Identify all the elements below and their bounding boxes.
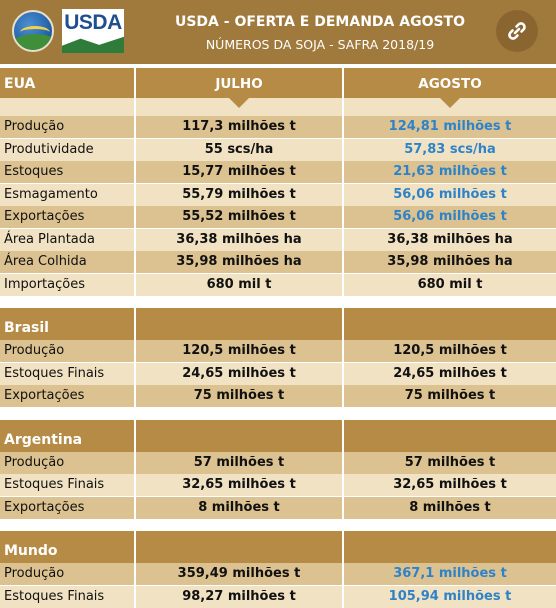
- row-label: Importações: [0, 274, 134, 296]
- value-julho: 120,5 milhões t: [136, 340, 342, 362]
- row-label: Estoques Finais: [0, 363, 134, 385]
- section-title: EUA: [0, 68, 134, 98]
- value-julho: 36,38 milhões ha: [136, 229, 342, 251]
- table-row: [0, 251, 556, 273]
- value-julho: 55,52 milhões t: [136, 206, 342, 228]
- row-label: Produção: [0, 452, 134, 474]
- column-arrow-agosto: [440, 98, 460, 108]
- value-julho: 75 milhões t: [136, 385, 342, 407]
- section-cell: [136, 308, 342, 340]
- value-agosto: 105,94 milhões t: [344, 586, 556, 608]
- value-agosto: 24,65 milhões t: [344, 363, 556, 385]
- row-label: Esmagamento: [0, 184, 134, 206]
- value-agosto: 57,83 scs/ha: [344, 139, 556, 161]
- row-label: Área Plantada: [0, 229, 134, 251]
- table-row: [0, 452, 556, 474]
- section-cell: [136, 531, 342, 563]
- value-julho: 32,65 milhões t: [136, 474, 342, 496]
- table-row: [0, 274, 556, 296]
- column-arrow-julho: [229, 98, 249, 108]
- value-julho: 359,49 milhões t: [136, 563, 342, 585]
- table-row: [0, 340, 556, 362]
- value-julho: 680 mil t: [136, 274, 342, 296]
- row-label: Estoques: [0, 161, 134, 183]
- table-row: [0, 497, 556, 519]
- row-label: Produção: [0, 563, 134, 585]
- row-label: Produção: [0, 340, 134, 362]
- header-gap: [0, 98, 134, 116]
- value-agosto: 680 mil t: [344, 274, 556, 296]
- row-label: Exportações: [0, 385, 134, 407]
- table-row: [0, 363, 556, 385]
- value-julho: 55,79 milhões t: [136, 184, 342, 206]
- row-label: Estoques Finais: [0, 474, 134, 496]
- section-title: Brasil: [0, 308, 134, 340]
- value-agosto: 21,63 milhões t: [344, 161, 556, 183]
- value-julho: 57 milhões t: [136, 452, 342, 474]
- row-label: Área Colhida: [0, 251, 134, 273]
- value-julho: 24,65 milhões t: [136, 363, 342, 385]
- row-label: Produção: [0, 116, 134, 138]
- value-agosto: 120,5 milhões t: [344, 340, 556, 362]
- page-title: USDA - OFERTA E DEMANDA AGOSTO: [174, 14, 465, 30]
- usda-logo-hill: [62, 35, 124, 53]
- usda-logo-text: USDA: [64, 11, 122, 34]
- value-julho: 35,98 milhões ha: [136, 251, 342, 273]
- logo-area: [0, 0, 136, 64]
- table-row: [0, 586, 556, 608]
- value-agosto: 57 milhões t: [344, 452, 556, 474]
- section-title: Argentina: [0, 420, 134, 452]
- usda-logo: [62, 9, 124, 53]
- row-label: Exportações: [0, 497, 134, 519]
- section-title: Mundo: [0, 531, 134, 563]
- section-header-mundo: [0, 531, 556, 563]
- value-julho: 15,77 milhões t: [136, 161, 342, 183]
- value-julho: 98,27 milhões t: [136, 586, 342, 608]
- section-cell: [136, 420, 342, 452]
- table-row: [0, 206, 556, 228]
- table-row: [0, 385, 556, 407]
- section-cell: [344, 308, 556, 340]
- value-julho: 8 milhões t: [136, 497, 342, 519]
- value-agosto: 35,98 milhões ha: [344, 251, 556, 273]
- table-row: [0, 139, 556, 161]
- table-row: [0, 161, 556, 183]
- row-label: Estoques Finais: [0, 586, 134, 608]
- table-row: [0, 474, 556, 496]
- section-cell: [344, 420, 556, 452]
- row-label: Exportações: [0, 206, 134, 228]
- section-cell: [344, 531, 556, 563]
- value-agosto: 8 milhões t: [344, 497, 556, 519]
- section-header-brasil: [0, 308, 556, 340]
- link-icon: [505, 19, 529, 43]
- value-agosto: 75 milhões t: [344, 385, 556, 407]
- column-header-agosto: AGOSTO: [344, 68, 556, 98]
- table-row: [0, 116, 556, 138]
- header-bar: [0, 0, 556, 64]
- value-agosto: 124,81 milhões t: [344, 116, 556, 138]
- link-button[interactable]: [496, 10, 538, 52]
- value-julho: 55 scs/ha: [136, 139, 342, 161]
- value-agosto: 32,65 milhões t: [344, 474, 556, 496]
- section-header-argentina: [0, 420, 556, 452]
- seal-swoosh: [20, 26, 50, 39]
- table-row: [0, 563, 556, 585]
- row-label: Produtividade: [0, 139, 134, 161]
- page-subtitle: NÚMEROS DA SOJA - SAFRA 2018/19: [205, 37, 435, 52]
- column-header-julho: JULHO: [136, 68, 342, 98]
- value-agosto: 56,06 milhões t: [344, 206, 556, 228]
- value-julho: 117,3 milhões t: [136, 116, 342, 138]
- section-header-eua: [0, 68, 556, 116]
- table-row: [0, 184, 556, 206]
- value-agosto: 36,38 milhões ha: [344, 229, 556, 251]
- table-row: [0, 229, 556, 251]
- value-agosto: 56,06 milhões t: [344, 184, 556, 206]
- value-agosto: 367,1 milhões t: [344, 563, 556, 585]
- usda-seal-logo: [12, 10, 54, 52]
